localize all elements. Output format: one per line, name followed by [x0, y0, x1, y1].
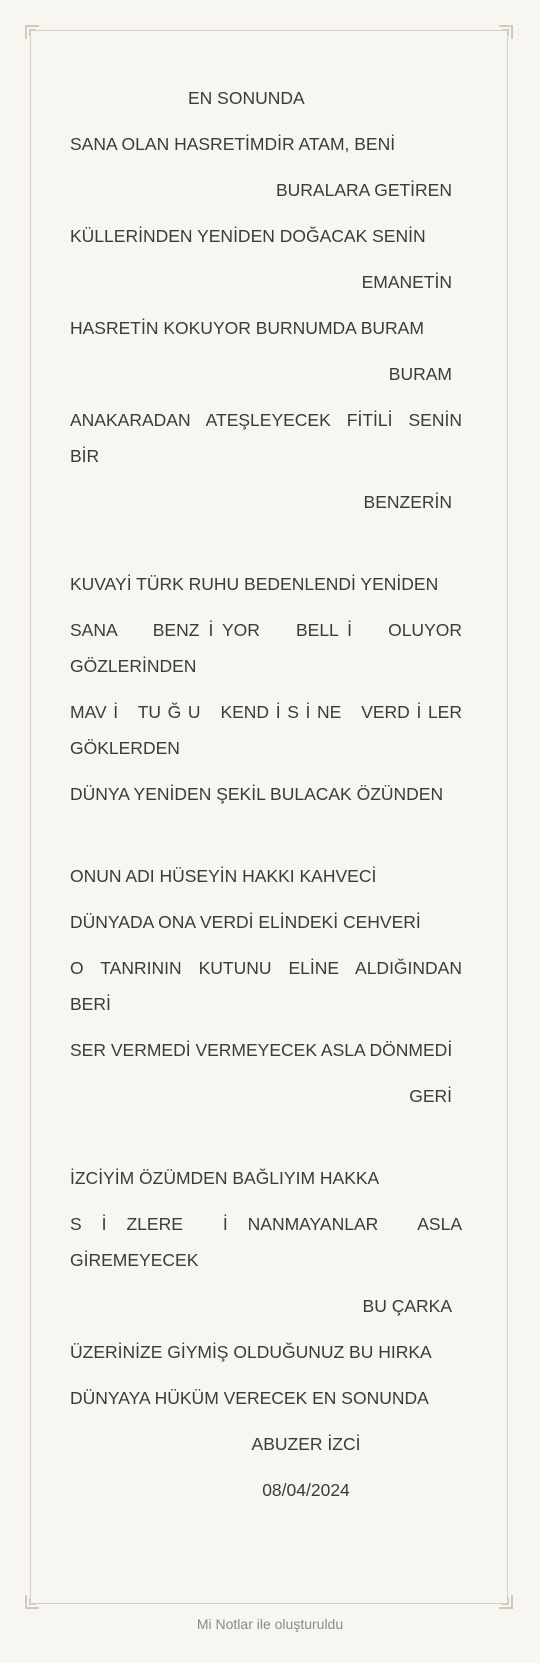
poem-line: BENZERİN	[363, 492, 452, 512]
poem-line: İZCİYİM ÖZÜMDEN BAĞLIYIM HAKKA	[70, 1168, 380, 1188]
poem-line: ANAKARADAN ATEŞLEYECEK FİTİLİ SENİN BİR	[70, 410, 467, 466]
frame-corner-ornament	[25, 1595, 39, 1609]
poem-line: ÜZERİNİZE GİYMİŞ OLDUĞUNUZ BU HIRKA	[70, 1342, 432, 1362]
poem-line: SANA OLAN HASRETİMDİR ATAM, BENİ	[70, 134, 396, 154]
poem-line: BURALARA GETİREN	[275, 180, 452, 200]
poem-line: DÜNYAYA HÜKÜM VERECEK EN SONUNDA	[70, 1388, 429, 1408]
poem-date: 08/04/2024	[262, 1480, 350, 1500]
poem-title: EN SONUNDA	[188, 88, 305, 108]
poem-line: BU ÇARKA	[362, 1296, 452, 1316]
poem-line: KÜLLERİNDEN YENİDEN DOĞACAK SENİN	[70, 226, 426, 246]
frame-corner-ornament	[499, 1595, 513, 1609]
stanza-gap	[70, 822, 462, 858]
poem-line: KUVAYİ TÜRK RUHU BEDENLENDİ YENİDEN	[70, 574, 439, 594]
poem-line: DÜNYADA ONA VERDİ ELİNDEKİ CEHVERİ	[70, 912, 421, 932]
frame-corner-ornament	[499, 25, 513, 39]
poem-line: BURAM	[388, 364, 452, 384]
poem-line: SER VERMEDİ VERMEYECEK ASLA DÖNMEDİ	[70, 1040, 453, 1060]
poem-line: EMANETİN	[361, 272, 452, 292]
poem-author: ABUZER İZCİ	[251, 1434, 361, 1454]
poem-line: GERİ	[409, 1086, 452, 1106]
poem-line: ONUN ADI HÜSEYİN HAKKI KAHVECİ	[70, 866, 377, 886]
poem-line: S İ ZLERE İ NANMAYANLAR ASLA GİREMEYECEK	[70, 1214, 467, 1270]
app-watermark: Mi Notlar ile oluşturuldu	[196, 1616, 344, 1632]
frame-corner-ornament	[25, 25, 39, 39]
stanza-gap	[70, 1124, 462, 1160]
poem-line: HASRETİN KOKUYOR BURNUMDA BURAM	[70, 318, 424, 338]
poem-line: MAV İ TU Ğ U KEND İ S İ NE VERD İ LER GÖKLERDEN	[70, 702, 467, 758]
poem-line: O TANRININ KUTUNU ELİNE ALDIĞINDAN BERİ	[70, 958, 467, 1014]
poem-line: SANA BENZ İ YOR BELL İ OLUYOR GÖZLERİNDEN	[70, 620, 467, 676]
poem-body	[70, 80, 467, 1518]
stanza-gap	[70, 530, 462, 566]
poem-line: DÜNYA YENİDEN ŞEKİL BULACAK ÖZÜNDEN	[70, 784, 444, 804]
